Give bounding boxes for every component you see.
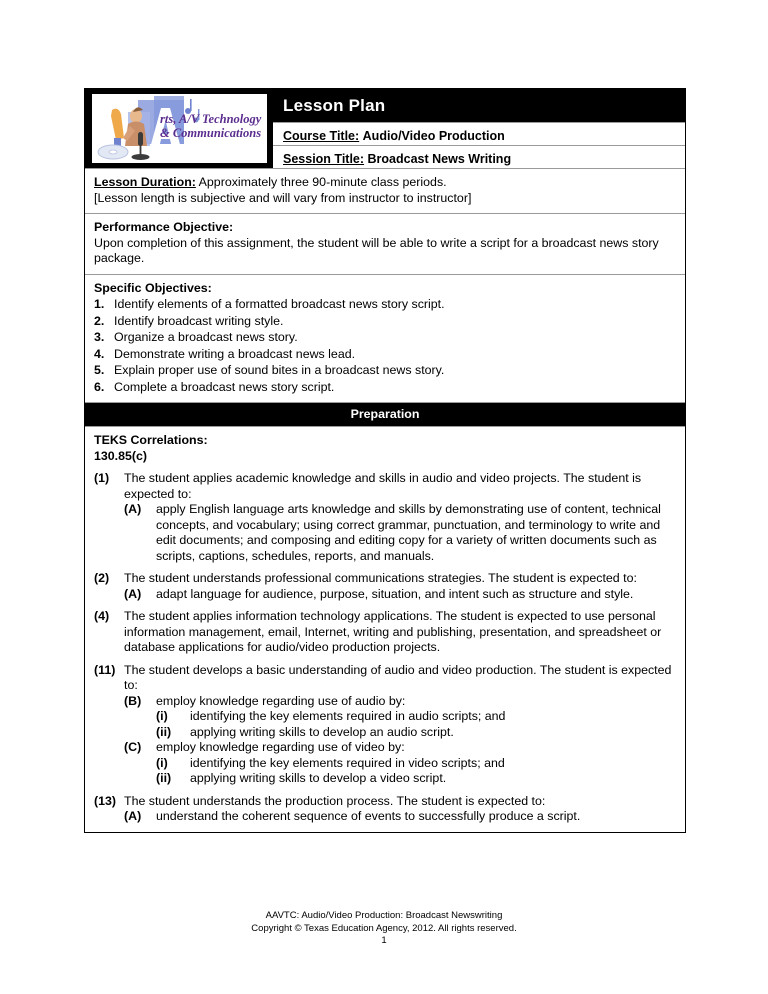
list-item-text: Identify broadcast writing style. <box>114 313 284 328</box>
teks-heading: TEKS Correlations: <box>94 433 208 447</box>
teks-item-mark: (i) <box>156 709 168 723</box>
teks-item <box>124 587 676 603</box>
teks-item-text: understand the coherent sequence of events to successfully produce a script. <box>156 809 581 823</box>
teks-item-text: identifying the key elements required in audio scripts; and <box>190 709 506 723</box>
teks-item <box>156 725 676 741</box>
teks-item-text: The student develops a basic understanding of audio and video production. The student is expected to: <box>124 662 672 692</box>
performance-objective-section <box>85 214 685 275</box>
list-item-number: 3. <box>94 330 105 344</box>
teks-item-mark: (4) <box>94 609 110 623</box>
specific-objectives-heading: Specific Objectives: <box>94 280 212 295</box>
page-number: 1 <box>381 935 387 946</box>
teks-item <box>94 794 676 810</box>
course-title-label: Course Title: <box>283 129 360 143</box>
session-title-row <box>273 145 685 168</box>
list-item-number: 1. <box>94 297 105 311</box>
teks-item-text: employ knowledge regarding use of audio by: <box>156 693 406 708</box>
list-item <box>94 362 676 379</box>
course-title-row <box>273 122 685 145</box>
teks-item <box>94 609 676 656</box>
list-item-text: Complete a broadcast news story script. <box>114 379 335 394</box>
list-item <box>94 313 676 330</box>
teks-item-mark: (A) <box>124 586 142 601</box>
teks-item-mark: (ii) <box>156 771 172 785</box>
list-item-number: 5. <box>94 363 105 377</box>
teks-item-mark: (11) <box>94 662 116 677</box>
list-item-number: 4. <box>94 346 105 361</box>
logo-cell <box>85 89 273 168</box>
lesson-duration-label: Lesson Duration: <box>94 175 196 189</box>
teks-item <box>124 809 676 825</box>
lesson-plan-table <box>84 88 686 833</box>
teks-item-mark: (C) <box>124 740 142 754</box>
teks-item <box>124 502 676 564</box>
teks-item <box>124 740 676 756</box>
teks-item <box>94 571 676 587</box>
list-item-text: Demonstrate writing a broadcast news lead. <box>114 346 356 361</box>
teks-item-text: applying writing skills to develop an audio script. <box>190 724 454 739</box>
specific-objectives-section <box>85 275 685 404</box>
performance-objective-text: Upon completion of this assignment, the student will be able to write a script for a broadcast news story package. <box>94 235 659 265</box>
teks-item-text: identifying the key elements required in video scripts; and <box>190 755 505 770</box>
teks-item-mark: (A) <box>124 502 142 516</box>
list-item-number: 6. <box>94 379 105 394</box>
teks-item <box>124 694 676 710</box>
footer-line-1: AAVTC: Audio/Video Production: Broadcast Newswriting <box>265 910 503 921</box>
teks-item-mark: (1) <box>94 471 110 485</box>
page-footer <box>0 910 768 948</box>
lesson-duration-section <box>85 169 685 214</box>
teks-item-text: employ knowledge regarding use of video by: <box>156 740 405 754</box>
page-title: Lesson Plan <box>273 89 685 122</box>
program-logo <box>92 94 267 163</box>
logo-wordmark <box>160 112 261 140</box>
list-item-text: Organize a broadcast news story. <box>114 330 298 344</box>
teks-item-mark: (ii) <box>156 724 172 739</box>
list-item <box>94 296 676 313</box>
lesson-duration-value: Approximately three 90-minute class periods. <box>198 175 447 189</box>
session-title-label: Session Title: <box>283 152 365 166</box>
teks-item-text: apply English language arts knowledge and skills by demonstrating use of content, technical concepts, and vocabulary; using correct grammar, punctuation, and terminology to write and edit documents; and composing and editing copy for a variety of written documents such as scripts, captions, schedules, reports, and manuals. <box>156 502 661 563</box>
teks-item-mark: (A) <box>124 809 142 823</box>
teks-item-text: The student understands professional communications strategies. The student is expected to: <box>124 571 637 585</box>
teks-item <box>94 663 676 694</box>
teks-item-text: adapt language for audience, purpose, situation, and intent such as structure and style. <box>156 586 634 601</box>
teks-item <box>156 771 676 787</box>
title-cell <box>273 89 685 168</box>
teks-item-text: The student applies academic knowledge and skills in audio and video projects. The student is expected to: <box>124 471 642 501</box>
course-title-value: Audio/Video Production <box>362 129 505 143</box>
teks-item-mark: (B) <box>124 693 142 708</box>
teks-correlations-section <box>85 427 685 832</box>
teks-item-mark: (i) <box>156 755 168 770</box>
session-title-value: Broadcast News Writing <box>367 152 512 166</box>
teks-item <box>156 756 676 772</box>
teks-item-mark: (13) <box>94 793 117 808</box>
document-header <box>85 89 685 169</box>
footer-line-2: Copyright © Texas Education Agency, 2012. All rights reserved. <box>251 922 517 934</box>
list-item <box>94 346 676 363</box>
teks-item-mark: (2) <box>94 571 110 585</box>
specific-objectives-list <box>94 296 676 395</box>
teks-item-text: The student applies information technology applications. The student is expected to use personal information management, email, Internet, writing and publishing, presentation, and spreadsheet or database applications for audio/video production projects. <box>124 609 662 654</box>
teks-item <box>94 471 676 502</box>
list-item <box>94 329 676 346</box>
performance-objective-heading: Performance Objective: <box>94 220 234 234</box>
teks-item-text: applying writing skills to develop a video script. <box>190 771 447 785</box>
list-item <box>94 379 676 396</box>
lesson-duration-line <box>94 175 676 191</box>
list-item-text: Explain proper use of sound bites in a broadcast news story. <box>114 363 445 377</box>
lesson-duration-note: [Lesson length is subjective and will vary from instructor to instructor] <box>94 190 472 205</box>
teks-item <box>156 709 676 725</box>
teks-code: 130.85(c) <box>94 448 148 463</box>
list-item-number: 2. <box>94 313 105 328</box>
list-item-text: Identify elements of a formatted broadcast news story script. <box>114 297 445 311</box>
preparation-section-header: Preparation <box>85 403 685 427</box>
teks-item-text: The student understands the production process. The student is expected to: <box>124 793 546 808</box>
logo-wordmark-line1: rts, A/V Technology <box>160 112 262 126</box>
logo-wordmark-line2: & Communications <box>160 126 262 140</box>
